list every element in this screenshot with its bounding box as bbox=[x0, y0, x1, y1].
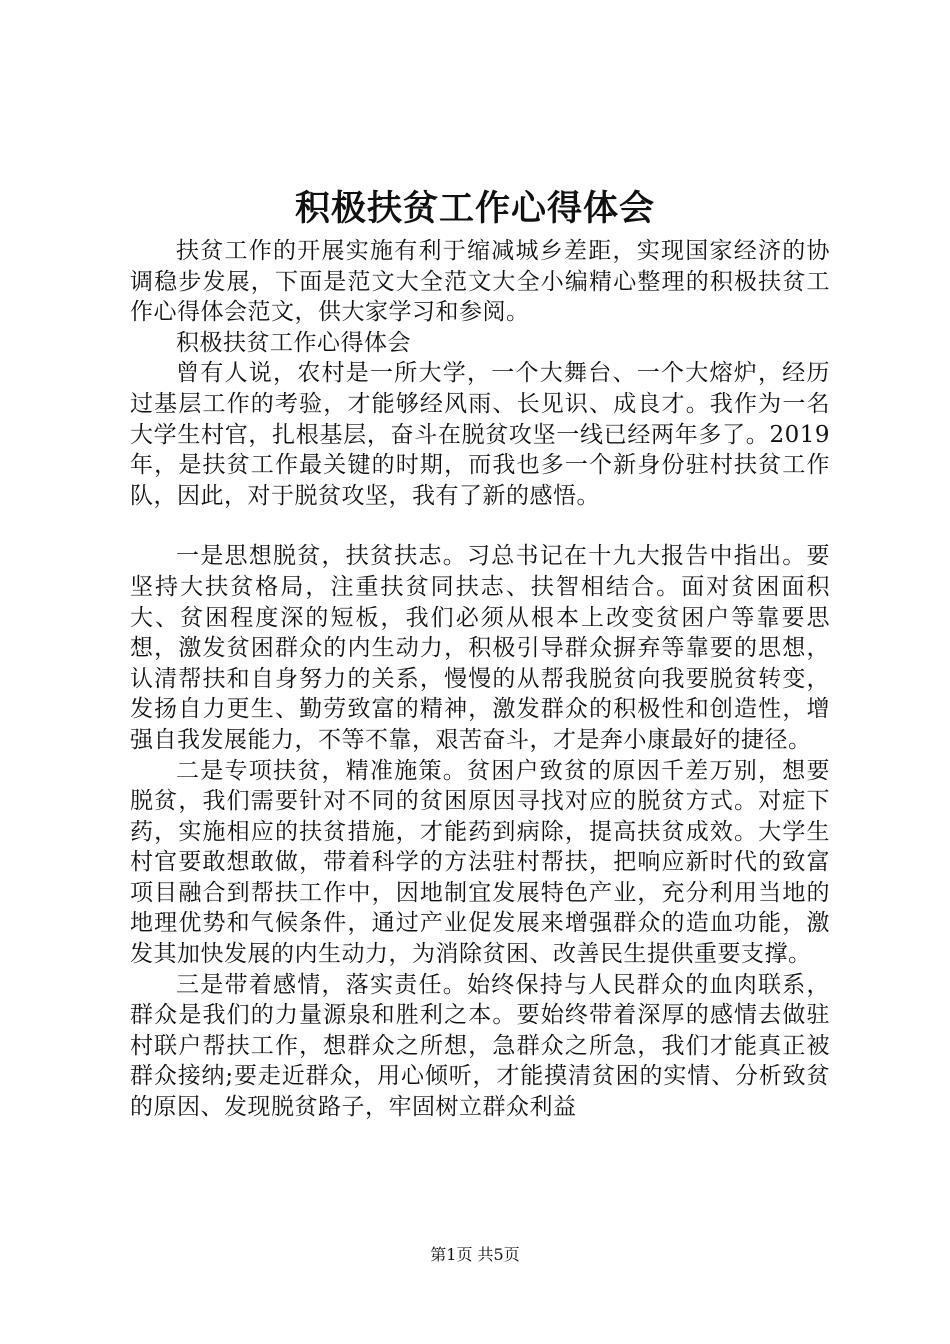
point-three-paragraph: 三是带着感情，落实责任。始终保持与人民群众的血肉联系，群众是我们的力量源泉和胜利之本。要始终带着深厚的感情去做驻村联户帮扶工作，想群众之所想，急群众之所急，我们才能真正被群众接纳;要走近群众，用心倾听，才能摸清贫困的实情、分析致贫的原因、发现脱贫路子，牢固树立群众利益 bbox=[130, 971, 830, 1121]
point-one-paragraph: 一是思想脱贫，扶贫扶志。习总书记在十九大报告中指出。要坚持大扶贫格局，注重扶贫同扶志、扶智相结合。面对贫困面积大、贫困程度深的短板，我们必须从根本上改变贫困户等靠要思想，激发贫困群众的内生动力，积极引导群众摒弃等靠要的思想，认清帮扶和自身努力的关系，慢慢的从帮我脱贫向我要脱贫转变，发扬自力更生、勤劳致富的精神，激发群众的积极性和创造性，增强自我发展能力，不等不靠，艰苦奋斗，才是奔小康最好的捷径。 bbox=[130, 543, 830, 753]
document-body bbox=[130, 236, 830, 1123]
intro-paragraph: 扶贫工作的开展实施有利于缩减城乡差距，实现国家经济的协调稳步发展，下面是范文大全范文大全小编精心整理的积极扶贫工作心得体会范文，供大家学习和参阅。 bbox=[130, 238, 830, 326]
subtitle-paragraph: 积极扶贫工作心得体会 bbox=[176, 329, 411, 356]
point-two-paragraph: 二是专项扶贫，精准施策。贫困户致贫的原因千差万别，想要脱贫，我们需要针对不同的贫困原因寻找对应的脱贫方式。对症下药，实施相应的扶贫措施，才能药到病除，提高扶贫成效。大学生村官要敢想敢做，带着科学的方法驻村帮扶，把响应新时代的致富项目融合到帮扶工作中，因地制宜发展特色产业，充分利用当地的地理优势和气候条件，通过产业促发展来增强群众的造血功能，激发其加快发展的内生动力，为消除贫困、改善民生提供重要支撑。 bbox=[130, 757, 830, 968]
opening-paragraph: 曾有人说，农村是一所大学，一个大舞台、一个大熔炉，经历过基层工作的考验，才能够经风雨、长见识、成良才。我作为一名大学生村官，扎根基层，奋斗在脱贫攻坚一线已经两年多了。2019年，是扶贫工作最关键的时期，而我也多一个新身份驻村扶贫工作队，因此，对于脱贫攻坚，我有了新的感悟。 bbox=[130, 360, 830, 509]
page-number-footer: 第1页 共5页 bbox=[430, 1245, 520, 1264]
document-title: 积极扶贫工作心得体会 bbox=[294, 188, 655, 229]
